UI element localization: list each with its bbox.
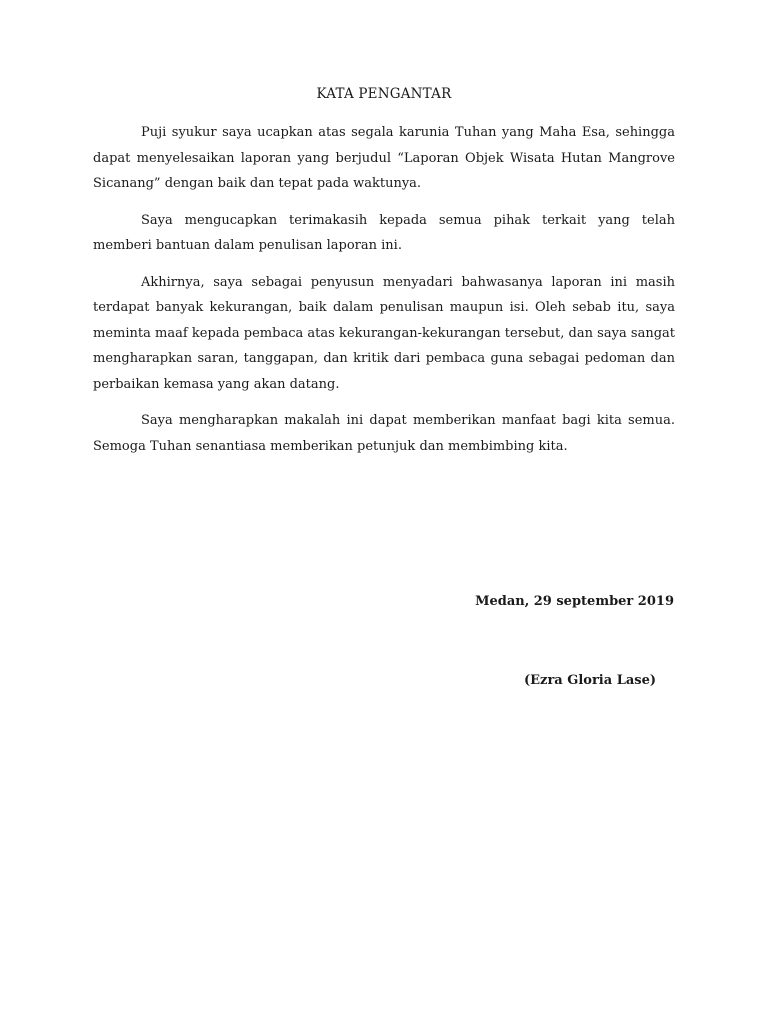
- document-title: KATA PENGANTAR: [316, 86, 452, 102]
- paragraph-closing: Saya mengharapkan makalah ini dapat memberikan manfaat bagi kita semua. Semoga Tuhan senantiasa memberikan petunjuk dan membimbing kita.: [93, 413, 675, 454]
- document-body: [93, 120, 675, 470]
- paragraph-apology: Akhirnya, saya sebagai penyusun menyadari bahwasanya laporan ini masih terdapat banyak kekurangan, baik dalam penulisan maupun isi. Oleh sebab itu, saya meminta maaf kepada pembaca atas kekurangan-kekurangan tersebut, dan saya sangat mengharapkan saran, tanggapan, dan kritik dari pembaca guna sebagai pedoman dan perbaikan kemasa yang akan datang.: [93, 274, 675, 392]
- paragraph-opening: Puji syukur saya ucapkan atas segala karunia Tuhan yang Maha Esa, sehingga dapat menyelesaikan laporan yang berjudul “Laporan Objek Wisata Hutan Mangrove Sicanang” dengan baik dan tepat pada waktunya.: [93, 125, 675, 191]
- paragraph-thanks: Saya mengucapkan terimakasih kepada semua pihak terkait yang telah memberi bantuan dalam penulisan laporan ini.: [93, 212, 675, 253]
- signature-place-date: Medan, 29 september 2019: [475, 594, 674, 609]
- signature-name: (Ezra Gloria Lase): [524, 673, 656, 688]
